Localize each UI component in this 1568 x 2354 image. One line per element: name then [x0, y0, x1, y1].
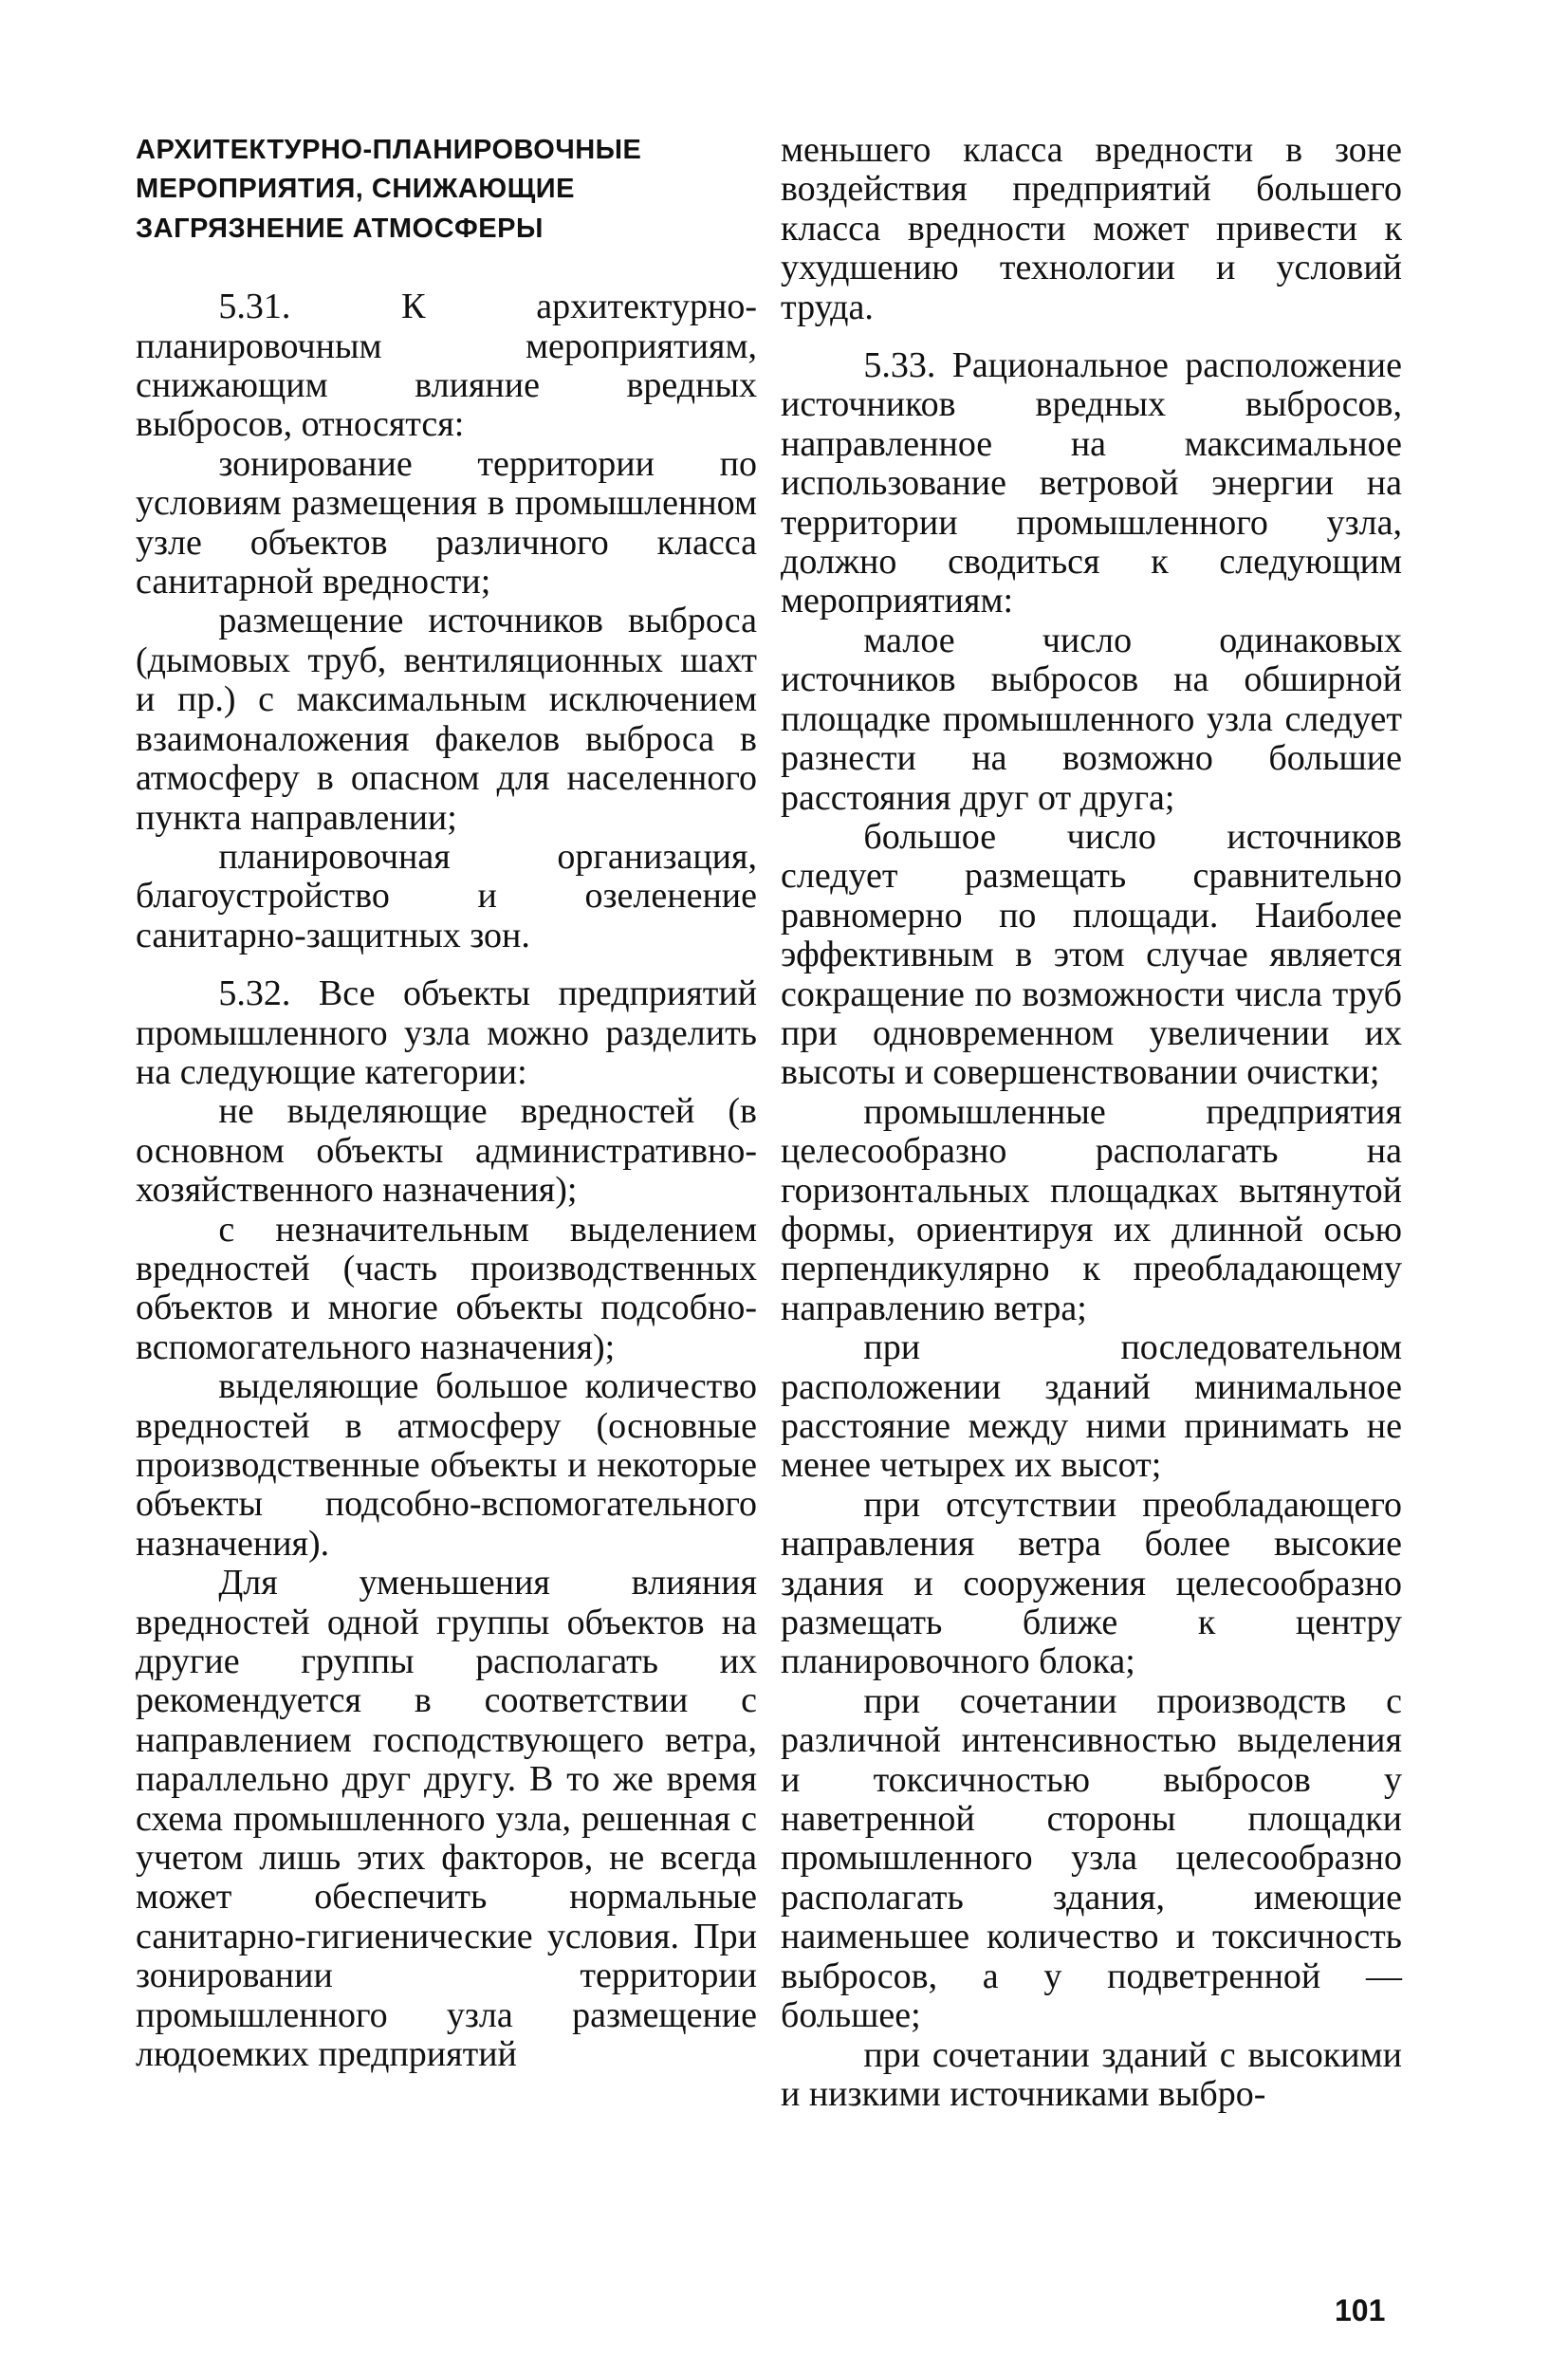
paragraph-5-31: 5.31. К архитектурно-планировочным мероприятиям, снижающим влияние вредных выбросов, относятся:	[136, 287, 757, 445]
section-heading: АРХИТЕКТУРНО-ПЛАНИРОВОЧНЫЕ МЕРОПРИЯТИЯ, СНИЖАЮЩИЕ ЗАГРЯЗНЕНИЕ АТМОСФЕРЫ	[136, 135, 642, 244]
left-column	[136, 131, 757, 2075]
list-item-combined-production: при сочетании производств с различной интенсивностью выделения и токсичностью выбросов у наветренной стороны площадки промышленного узла целесообразно располагать здания, имеющие наименьшее количество и токсичность выбросов, а у подветренной — большее;	[781, 1680, 1402, 2036]
list-item-zoning: зонирование территории по условиям размещения в промышленном узле объектов различного класса санитарной вредности;	[136, 443, 757, 602]
paragraph-5-33: 5.33. Рациональное расположение источников вредных выбросов, направленное на максимальное использование ветровой энергии на территории промышленного узла, должно сводиться к следующим мероприятиям:	[781, 345, 1402, 621]
list-item-few-sources: малое число одинаковых источников выбросов на обширной площадке промышленного узла следует разнести на возможно большие расстояния друг от друга;	[781, 620, 1402, 818]
right-column	[781, 131, 1402, 2114]
list-item-major-hazards: выделяющие большое количество вредностей в атмосферу (основные производственные объекты и некоторые объекты подсобно-вспомогательного назначения).	[136, 1366, 757, 1564]
list-item-sequential-layout: при последовательном расположении зданий минимальное расстояние между ними принимать не менее четырех их высот;	[781, 1327, 1402, 1486]
paragraph-continuation: меньшего класса вредности в зоне воздействия предприятий большего класса вредности может привести к ухудшению технологии и условий труда.	[781, 130, 1402, 327]
paragraph-reduce-influence: Для уменьшения влияния вредностей одной группы объектов на другие группы располагать их рекомендуется в соответствии с направлением господствующего ветра, параллельно друг другу. В то же время схема промышленного узла, решенная с учетом лишь этих факторов, не всегда может обеспечить нормальные санитарно-гигиенические условия. При зонировании территории промышленного узла размещение людоемких предприятий	[136, 1563, 757, 2075]
list-item-planning-organization: планировочная организация, благоустройство и озеленение санитарно-защитных зон.	[136, 836, 757, 955]
page-number: 101	[1335, 2293, 1386, 2327]
list-item-no-prevailing-wind: при отсутствии преобладающего направления ветра более высокие здания и сооружения целесообразно размещать ближе к центру планировочного блока;	[781, 1484, 1402, 1682]
list-item-emission-sources: размещение источников выброса (дымовых труб, вентиляционных шахт и пр.) с максимальным исключением взаимоналожения факелов выброса в атмосферу в опасном для населенного пункта направлении;	[136, 601, 757, 838]
list-item-high-low-sources: при сочетании зданий с высокими и низкими источниками выбро-	[781, 2034, 1402, 2114]
paragraph-5-32: 5.32. Все объекты предприятий промышленного узла можно разделить на следующие категории:	[136, 973, 757, 1092]
list-item-minor-hazards: с незначительным выделением вредностей (часть производственных объектов и многие объекты подсобно-вспомогательного назначения);	[136, 1209, 757, 1367]
list-item-many-sources: большое число источников следует размещать сравнительно равномерно по площади. Наиболее эффективным в этом случае является сокращение по возможности числа труб при одновременном увеличении их высоты и совершенствовании очистки;	[781, 816, 1402, 1093]
list-item-horizontal-sites: промышленные предприятия целесообразно располагать на горизонтальных площадках вытянутой формы, ориентируя их длинной осью перпендикулярно к преобладающему направлению ветра;	[781, 1091, 1402, 1328]
list-item-no-hazards: не выделяющие вредностей (в основном объекты административно-хозяйственного назначения);	[136, 1091, 757, 1211]
